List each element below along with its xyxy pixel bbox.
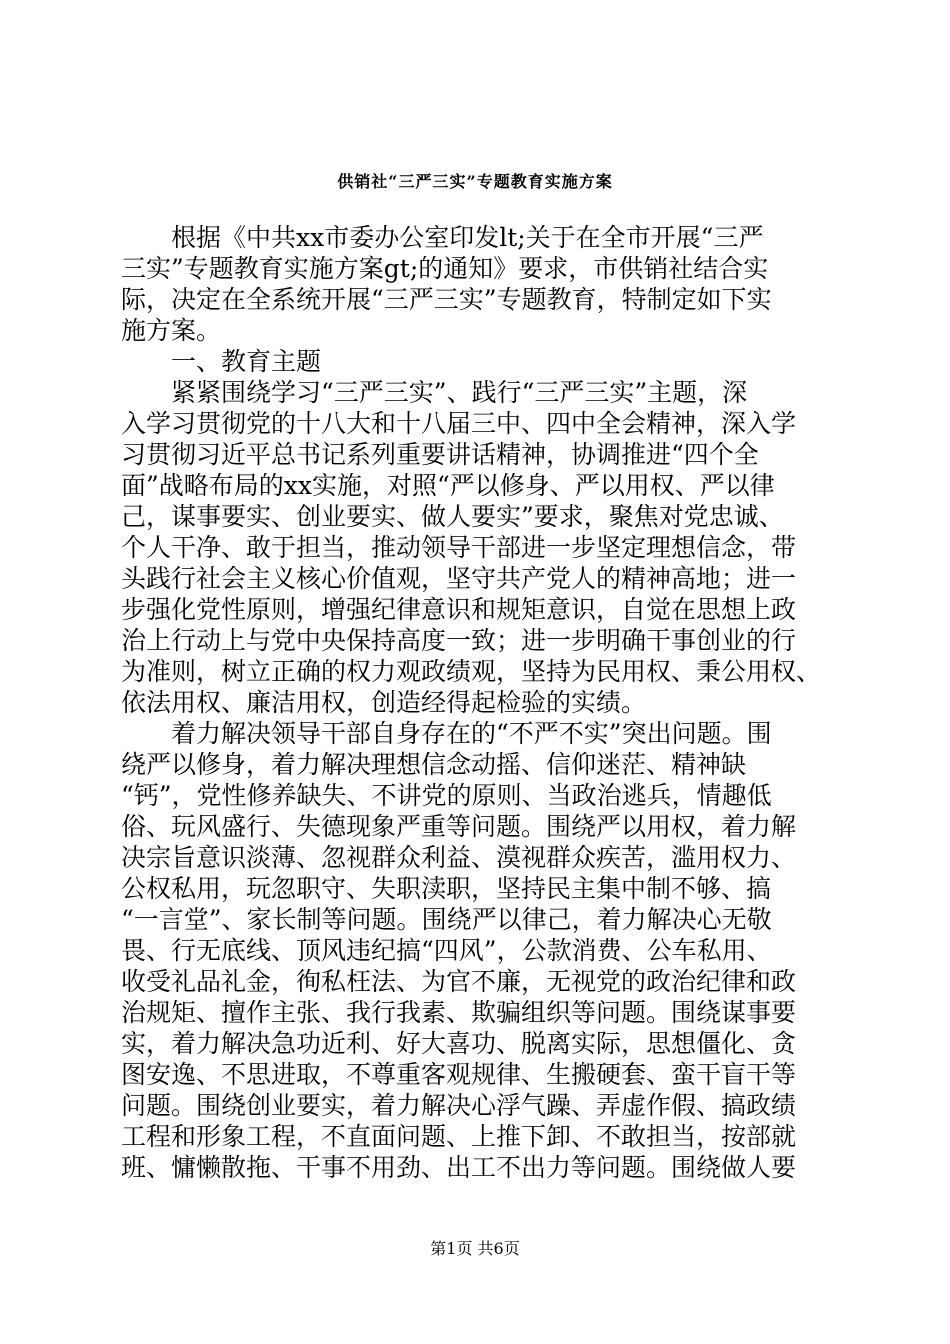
- section-heading: 一、教育主题: [121, 347, 322, 376]
- text-line: 俗、玩风盛行、失德现象严重等问题。围绕严以用权，着力解: [121, 812, 797, 841]
- document-title: 供销社“三严三实”专题教育实施方案: [337, 172, 613, 191]
- text-line: 收受礼品礼金，徇私枉法、为官不廉，无视党的政治纪律和政: [121, 967, 797, 996]
- text-line: 治规矩、擅作主张、我行我素、欺骗组织等问题。围绕谋事要: [121, 998, 797, 1027]
- text-line: 紧紧围绕学习“三严三实”、践行“三严三实”主题，深: [121, 378, 748, 407]
- text-line: 决宗旨意识淡薄、忽视群众利益、漠视群众疾苦，滥用权力、: [121, 843, 797, 872]
- text-line: 入学习贯彻党的十八大和十八届三中、四中全会精神，深入学: [121, 409, 797, 438]
- text-line: 际，决定在全系统开展“三严三实”专题教育，特制定如下实: [121, 285, 772, 314]
- text-line: 班、慵懒散拖、干事不用劲、出工不出力等问题。围绕做人要: [121, 1153, 797, 1182]
- text-line: 治上行动上与党中央保持高度一致；进一步明确干事创业的行: [121, 626, 797, 655]
- text-line: 依法用权、廉洁用权，创造经得起检验的实绩。: [121, 688, 647, 717]
- text-line: 着力解决领导干部自身存在的“不严不实”突出问题。围: [121, 719, 772, 748]
- text-line: 图安逸、不思进取，不尊重客观规律、生搬硬套、蛮干盲干等: [121, 1060, 797, 1089]
- text-line: 头践行社会主义核心价值观，坚守共产党人的精神高地；进一: [121, 564, 797, 593]
- text-line: 绕严以修身，着力解决理想信念动摇、信仰迷茫、精神缺: [121, 750, 747, 779]
- page-number-footer: 第1页 共6页: [430, 1239, 520, 1258]
- text-line: 施方案。: [121, 316, 222, 345]
- text-line: “钙”，党性修养缺失、不讲党的原则、当政治逃兵，情趣低: [121, 781, 772, 810]
- text-line: 根据《中共xx市委办公室印发lt;关于在全市开展“三严: [121, 223, 764, 252]
- text-line: 面”战略布局的xx实施，对照“严以修身、严以用权、严以律: [121, 471, 775, 500]
- text-line: “一言堂”、家长制等问题。围绕严以律己，着力解决心无敬: [121, 905, 772, 934]
- text-line: 个人干净、敢于担当，推动领导干部进一步坚定理想信念，带: [121, 533, 797, 562]
- text-line: 己，谋事要实、创业要实、做人要实”要求，聚焦对党忠诚、: [121, 502, 784, 531]
- text-line: 为准则，树立正确的权力观政绩观，坚持为民用权、秉公用权、: [121, 657, 822, 686]
- text-line: 步强化党性原则，增强纪律意识和规矩意识，自觉在思想上政: [121, 595, 797, 624]
- text-line: 实，着力解决急功近利、好大喜功、脱离实际，思想僵化、贪: [121, 1029, 797, 1058]
- text-line: 三实”专题教育实施方案gt;的通知》要求，市供销社结合实: [121, 254, 769, 283]
- text-line: 问题。围绕创业要实，着力解决心浮气躁、弄虚作假、搞政绩: [121, 1091, 797, 1120]
- text-line: 工程和形象工程，不直面问题、上推下卸、不敢担当，按部就: [121, 1122, 797, 1151]
- text-line: 公权私用，玩忽职守、失职渎职，坚持民主集中制不够、搞: [121, 874, 772, 903]
- text-line: 畏、行无底线、顶风违纪搞“四风”，公款消费、公车私用、: [121, 936, 772, 965]
- document-body: [121, 222, 836, 1183]
- text-line: 习贯彻习近平总书记系列重要讲话精神，协调推进“四个全: [121, 440, 759, 469]
